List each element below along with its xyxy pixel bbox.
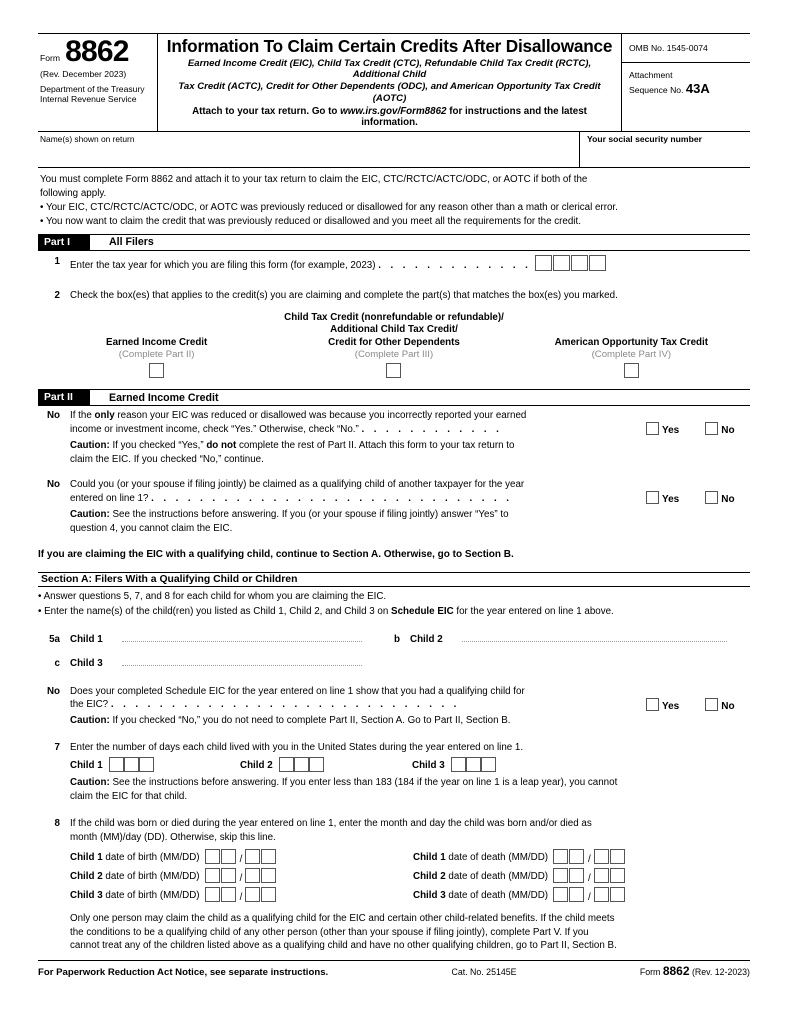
- line-2-body: [70, 289, 750, 303]
- line-3-yes-checkbox[interactable]: [646, 422, 659, 435]
- line-8-note: [70, 912, 750, 953]
- department-block: [40, 84, 153, 105]
- line-4-yes-label: Yes: [662, 494, 680, 506]
- line-7-child2-label: Child 2: [240, 759, 273, 771]
- line-3-text-line2: income or investment income, check “Yes.” Otherwise, check “No.”: [70, 423, 359, 435]
- line-3-caution-donot: do not: [206, 440, 237, 452]
- line-4-text-row-2: [70, 492, 646, 506]
- line-3-caution-label: Caution:: [70, 440, 110, 452]
- credit-column-aotc: [513, 337, 750, 378]
- omb-number: OMB No. 1545-0074: [622, 34, 750, 63]
- line-7-child3-box-2[interactable]: [466, 757, 481, 772]
- line-8-death-2-bold: Child 2: [413, 870, 446, 882]
- line-4-yes-checkbox[interactable]: [646, 491, 659, 504]
- line-4-text-row-1: Could you (or your spouse if filing jointly) be claimed as a qualifying child of another taxpayer for the year: [70, 479, 525, 491]
- credit-aotc-checkbox[interactable]: [624, 363, 639, 378]
- line-8-death-row-1: [413, 849, 626, 867]
- line-6-caution-text: If you checked “No,” you do not need to complete Part II, Section A. Go to Part II, Section B.: [109, 714, 511, 726]
- line-8-birth-2-rest: date of birth (MM/DD): [102, 870, 200, 882]
- death-2-slash: /: [588, 872, 591, 884]
- line-4-caution-label: Caution:: [70, 509, 110, 521]
- line-5c-child3-input[interactable]: [122, 665, 362, 666]
- line-7-child1-box-1[interactable]: [109, 757, 124, 772]
- line-7-caution-row-1: [70, 776, 750, 790]
- catalog-number: Cat. No. 25145E: [451, 966, 517, 977]
- line-6-body: [70, 685, 646, 728]
- line-7-number: 7: [54, 742, 60, 754]
- irs-url-link[interactable]: www.irs.gov/Form8862: [340, 106, 447, 118]
- line-8-death-3-bold: Child 3: [413, 889, 446, 901]
- department-line-2: Internal Revenue Service: [40, 94, 137, 105]
- line-3-number: No: [46, 410, 60, 422]
- line-3-text-a: If the: [70, 410, 95, 422]
- death-1-dd-2[interactable]: [610, 849, 625, 864]
- tax-year-box-2[interactable]: [553, 255, 570, 271]
- birth-3-slash: /: [239, 891, 243, 903]
- line-8-birth-row-3: [70, 887, 413, 905]
- credit-ctc-part: (Complete Part III): [354, 349, 434, 361]
- line-8-birth-row-2: [70, 868, 413, 886]
- line-4-text-line2: entered on line 1?: [70, 492, 149, 504]
- part-2-tag: Part II: [38, 390, 90, 405]
- line-7-caution-text-1: See the instructions before answering. If you enter less than 183 (184 if the year on line 1 is a leap year), you cannot: [109, 777, 618, 789]
- credit-eic-part: (Complete Part II): [118, 349, 195, 361]
- form-page: [38, 33, 750, 978]
- attachment-seq-number: 43A: [685, 80, 710, 96]
- footer-form-id: [600, 964, 750, 978]
- line-8-death-2-boxes[interactable]: [553, 868, 626, 886]
- attachment-sequence-block: [622, 63, 750, 102]
- death-3-dd-1[interactable]: [594, 887, 609, 902]
- section-a-bullets: [38, 590, 750, 619]
- line-3-text-row-1: [70, 409, 646, 423]
- line-3-no-checkbox[interactable]: [705, 422, 718, 435]
- line-1: [38, 255, 750, 273]
- line-8-death-1-bold: Child 1: [413, 851, 446, 863]
- line-6-text-row-1: Does your completed Schedule EIC for the year entered on line 1 show that you had a qualifying child for: [70, 685, 525, 697]
- death-3-mm-1[interactable]: [553, 887, 568, 902]
- line-4-no-label: No: [721, 494, 735, 506]
- line-4-no-group[interactable]: [705, 491, 734, 507]
- death-1-mm-2[interactable]: [569, 849, 584, 864]
- line-3: [38, 409, 750, 466]
- line-1-dots: . . . . . . . . . . . . .: [378, 259, 532, 271]
- department-line-1: Department of the Treasury: [40, 84, 145, 94]
- footer-form-rev: (Rev. 12-2023): [691, 966, 750, 977]
- form-title: Information To Claim Certain Credits After Disallowance: [166, 36, 613, 56]
- line-7-child1-label: Child 1: [70, 759, 103, 771]
- form-number: 8862: [65, 35, 129, 68]
- line-7-child1-box-2[interactable]: [124, 757, 139, 772]
- line-4-caution-row-1: [70, 508, 646, 522]
- birth-2-mm-2[interactable]: [221, 868, 236, 883]
- form-subtitle-line-1: Earned Income Credit (EIC), Child Tax Credit (CTC), Refundable Child Tax Credit (RCTC), Additional Child: [187, 57, 592, 81]
- intro-bullet-1: • Your EIC, CTC/RCTC/ACTC/ODC, or AOTC was previously reduced or disallowed for any reason other than a math or clerical error.: [40, 202, 618, 214]
- line-7-child2-boxes[interactable]: [279, 757, 324, 775]
- line-7-child2-box-1[interactable]: [279, 757, 294, 772]
- intro-lead-line-1: You must complete Form 8862 and attach it to your tax return to claim the EIC, CTC/RCTC/ACTC/ODC, or AOTC if both of the: [40, 174, 588, 186]
- credit-column-eic: [38, 337, 275, 378]
- credit-aotc-name: American Opportunity Tax Credit: [554, 337, 708, 349]
- line-7-child2-box-3[interactable]: [309, 757, 324, 772]
- part-1-tag: Part I: [38, 235, 90, 250]
- line-7-body: [70, 741, 750, 803]
- line-6-yes-group[interactable]: [646, 698, 679, 714]
- line-8-birth-3-rest: date of birth (MM/DD): [102, 889, 200, 901]
- line-2-number: 2: [54, 290, 60, 302]
- line-4-no-checkbox[interactable]: [705, 491, 718, 504]
- form-revision: (Rev. December 2023): [40, 69, 127, 79]
- death-3-mm-2[interactable]: [569, 887, 584, 902]
- line-7-caution-label: Caution:: [70, 777, 110, 789]
- line-6-dots: . . . . . . . . . . . . . . . . . . . . . . . . . . . . .: [110, 699, 460, 711]
- line-8-death-row-3: [413, 887, 626, 905]
- line-3-no-label: No: [721, 425, 735, 437]
- line-6-no-label: No: [721, 700, 735, 712]
- line-8-death-3-rest: date of death (MM/DD): [445, 889, 549, 901]
- form-word-label: Form: [40, 53, 61, 63]
- line-5a-child1-input[interactable]: [122, 641, 362, 642]
- credit-eic-name: Earned Income Credit: [106, 337, 208, 349]
- line-7: [38, 741, 750, 803]
- line-3-text-only: only: [94, 410, 115, 422]
- credit-column-ctc: [275, 337, 512, 378]
- part-2-title: Earned Income Credit: [109, 391, 219, 404]
- schedule-eic-ref: Schedule EIC: [391, 605, 454, 617]
- credit-aotc-part: (Complete Part IV): [591, 349, 672, 361]
- death-3-slash: /: [588, 891, 591, 903]
- line-7-caution-row-2: claim the EIC for that child.: [70, 790, 188, 802]
- line-7-child1-boxes[interactable]: [109, 757, 154, 775]
- birth-2-mm-1[interactable]: [205, 868, 220, 883]
- attachment-label: Attachment: [629, 70, 673, 80]
- death-1-mm-1[interactable]: [553, 849, 568, 864]
- line-8-death-2-rest: date of death (MM/DD): [445, 870, 549, 882]
- birth-3-mm-2[interactable]: [221, 887, 236, 902]
- line-8-birth-3-boxes[interactable]: [205, 887, 278, 905]
- form-subtitle: [164, 58, 615, 105]
- attachment-seq-label: Sequence No.: [629, 84, 684, 95]
- line-8-note-line-1: Only one person may claim the child as a qualifying child for the EIC and certain other child-related benefits. If the child meets: [70, 913, 615, 925]
- line-8-number: 8: [54, 818, 60, 830]
- line-8-death-1-rest: date of death (MM/DD): [445, 851, 549, 863]
- line-6-no-checkbox[interactable]: [705, 698, 718, 711]
- section-a-banner: Section A: Filers With a Qualifying Child or Children: [38, 572, 750, 587]
- line-5c-number: c: [54, 657, 60, 669]
- line-4-caution-row-2: question 4, you cannot claim the EIC.: [70, 522, 233, 534]
- line-7-child1-group: [70, 757, 240, 775]
- death-1-slash: /: [588, 853, 591, 865]
- line-4-dots: . . . . . . . . . . . . . . . . . . . . . . . . . . . . . .: [151, 492, 513, 504]
- tax-year-box-4[interactable]: [589, 255, 606, 271]
- attach-suffix: for instructions and the latest information.: [361, 106, 587, 129]
- line-7-child3-label: Child 3: [412, 759, 445, 771]
- header-left-block: [38, 34, 158, 131]
- death-2-dd-1[interactable]: [594, 868, 609, 883]
- part-2-banner: [38, 389, 750, 406]
- intro-lead-line-2: following apply.: [40, 187, 107, 199]
- line-5b-child2-label: Child 2: [410, 633, 443, 645]
- line-5a-child1-label: Child 1: [70, 633, 103, 645]
- line-5c-child3-label: Child 3: [70, 657, 103, 669]
- part-1-banner: [38, 234, 750, 251]
- line-3-dots: . . . . . . . . . . . .: [361, 423, 503, 435]
- line-8-note-line-3: cannot treat any of the children listed above as a qualifying child and have no other qualifying children, go to Part II, Section B.: [70, 940, 617, 952]
- death-3-dd-2[interactable]: [610, 887, 625, 902]
- line-5c: [38, 658, 750, 669]
- line-7-child3-group: [412, 757, 496, 775]
- line-1-text: Enter the tax year for which you are filing this form (for example, 2023): [70, 259, 376, 271]
- line-4-number: No: [46, 479, 60, 491]
- birth-1-dd-2[interactable]: [261, 849, 276, 864]
- line-8-text-row-2: month (MM)/day (DD). Otherwise, skip this line.: [70, 831, 276, 843]
- line-8-birth-1-boxes[interactable]: [205, 849, 278, 867]
- tax-year-box-1[interactable]: [535, 255, 552, 271]
- line-6-text-line2: the EIC?: [70, 699, 109, 711]
- line-8-note-line-2: the conditions to be a qualifying child of any other person (other than your spouse if filing jointly), complete Part V. If you: [70, 926, 589, 938]
- section-a-bullet-2-a: • Enter the name(s) of the child(ren) you listed as Child 1, Child 2, and Child 3 on: [38, 605, 392, 617]
- line-4-yes-group[interactable]: [646, 491, 679, 507]
- line-8-text-row-1: If the child was born or died during the year entered on line 1, enter the month and day the child was born and/or died as: [70, 818, 592, 830]
- death-2-dd-2[interactable]: [610, 868, 625, 883]
- line-8-birth-3-bold: Child 3: [70, 889, 103, 901]
- attach-prefix: Attach to your tax return. Go to: [192, 106, 341, 118]
- birth-2-dd-1[interactable]: [245, 868, 260, 883]
- line-6-caution-row: [70, 714, 646, 728]
- footer-form-word: Form: [639, 966, 661, 977]
- line-1-body: [70, 255, 750, 273]
- intro-bullet-2: • You now want to claim the credit that was previously reduced or disallowed and you meet all the requirements for the credit.: [40, 216, 581, 228]
- form-header: [38, 33, 750, 131]
- line-3-body: [70, 409, 646, 466]
- intro-block: [38, 168, 750, 230]
- line-8-death-1-boxes[interactable]: [553, 849, 626, 867]
- line-6-yesno: [646, 685, 735, 714]
- birth-1-mm-1[interactable]: [205, 849, 220, 864]
- name-ssn-row: [38, 131, 750, 168]
- line-6-caution-label: Caution:: [70, 714, 110, 726]
- credit-eic-boxrow: [38, 363, 275, 378]
- birth-3-mm-1[interactable]: [205, 887, 220, 902]
- line-8-date-grid: [70, 847, 750, 904]
- credit-ctc-name: Credit for Other Dependents: [328, 337, 460, 349]
- line-1-number: 1: [54, 255, 60, 267]
- form-subtitle-line-2: Tax Credit (ACTC), Credit for Other Dependents (ODC), and American Opportunity Tax Credit (AOTC): [178, 80, 601, 104]
- line-4-caution-text-1: See the instructions before answering. If you (or your spouse if filing jointly) answer “Yes” to: [109, 509, 509, 521]
- line-7-child3-boxes[interactable]: [451, 757, 496, 775]
- credit-selection-block: [38, 312, 750, 378]
- line-5a: [38, 634, 750, 645]
- form-identity: [40, 37, 153, 67]
- birth-3-dd-1[interactable]: [245, 887, 260, 902]
- line-3-text-row-2: [70, 423, 646, 437]
- line-8-birth-1-rest: date of birth (MM/DD): [102, 851, 200, 863]
- section-a-bullet-1: • Answer questions 5, 7, and 8 for each child for whom you are claiming the EIC.: [38, 591, 387, 603]
- section-a-bullet-2: [38, 605, 750, 620]
- birth-2-slash: /: [239, 872, 243, 884]
- line-3-yes-label: Yes: [662, 425, 680, 437]
- birth-1-slash: /: [239, 853, 243, 865]
- line-2: [38, 289, 750, 303]
- line-4: [38, 478, 750, 535]
- part-2-section-note: If you are claiming the EIC with a qualifying child, continue to Section A. Otherwise, go to Section B.: [38, 549, 514, 561]
- birth-3-dd-2[interactable]: [261, 887, 276, 902]
- footer-form-number: 8862: [662, 963, 690, 978]
- line-3-text-b: reason your EIC was reduced or disallowed was because you incorrectly reported your earned: [114, 410, 527, 422]
- line-7-child2-group: [240, 757, 412, 775]
- line-5a-number: 5a: [49, 633, 60, 645]
- line-8-birth-row-1: [70, 849, 413, 867]
- line-8-body: [70, 817, 750, 953]
- line-6-no-group[interactable]: [705, 698, 734, 714]
- tax-year-boxes[interactable]: [534, 255, 606, 271]
- line-3-caution-a: If you checked “Yes,”: [109, 440, 207, 452]
- ssn-field[interactable]: [580, 132, 750, 167]
- line-8-death-row-2: [413, 868, 626, 886]
- ssn-field-label: Your social security number: [587, 134, 702, 145]
- line-8-birth-column: [70, 847, 413, 904]
- attach-instruction: [164, 106, 615, 128]
- line-3-caution-row-2: claim the EIC. If you checked “No,” continue.: [70, 453, 264, 465]
- section-a-bullet-2-b: for the year entered on line 1 above.: [453, 605, 614, 617]
- line-6-number: No: [46, 685, 60, 697]
- birth-1-mm-2[interactable]: [221, 849, 236, 864]
- header-right-block: [622, 34, 750, 131]
- line-8-birth-1-bold: Child 1: [70, 851, 103, 863]
- line-5b-number: b: [394, 633, 400, 645]
- line-8-birth-2-bold: Child 2: [70, 870, 103, 882]
- line-8-death-column: [413, 847, 626, 904]
- credit-ctc-boxrow: [275, 363, 512, 378]
- credit-center-head-1: Child Tax Credit (nonrefundable or refundable)/: [284, 311, 504, 323]
- credit-eic-checkbox[interactable]: [149, 363, 164, 378]
- line-4-body: [70, 478, 646, 535]
- line-3-no-group[interactable]: [705, 422, 734, 438]
- line-3-caution-row-1: [70, 439, 646, 453]
- line-3-yes-group[interactable]: [646, 422, 679, 438]
- line-6-yes-label: Yes: [662, 700, 680, 712]
- part-1-title: All Filers: [109, 236, 154, 249]
- line-3-caution-b: complete the rest of Part II. Attach this form to your tax return to: [236, 440, 515, 452]
- birth-2-dd-2[interactable]: [261, 868, 276, 883]
- line-4-yesno: [646, 478, 735, 507]
- name-field[interactable]: [38, 132, 580, 167]
- line-6-yes-checkbox[interactable]: [646, 698, 659, 711]
- line-3-yesno: [646, 409, 735, 438]
- tax-year-box-3[interactable]: [571, 255, 588, 271]
- paperwork-notice: For Paperwork Reduction Act Notice, see separate instructions.: [38, 966, 329, 978]
- line-7-child1-box-3[interactable]: [139, 757, 154, 772]
- attachment-sequence-line: [629, 81, 750, 97]
- credit-aotc-boxrow: [513, 363, 750, 378]
- credit-center-head-2: Additional Child Tax Credit/: [330, 324, 458, 336]
- credit-columns: [38, 337, 750, 378]
- line-6: [38, 685, 750, 728]
- line-5b-child2-input[interactable]: [462, 641, 727, 642]
- line-8-birth-2-boxes[interactable]: [205, 868, 278, 886]
- line-8-death-3-boxes[interactable]: [553, 887, 626, 905]
- line-7-child3-box-3[interactable]: [481, 757, 496, 772]
- form-footer: [38, 960, 750, 978]
- line-7-children-row: [70, 757, 750, 775]
- death-2-mm-1[interactable]: [553, 868, 568, 883]
- name-field-label: Name(s) shown on return: [40, 134, 135, 145]
- line-6-text-row-2: [70, 698, 646, 712]
- line-7-child2-box-2[interactable]: [294, 757, 309, 772]
- death-2-mm-2[interactable]: [569, 868, 584, 883]
- line-7-child3-box-1[interactable]: [451, 757, 466, 772]
- death-1-dd-1[interactable]: [594, 849, 609, 864]
- credit-ctc-checkbox[interactable]: [386, 363, 401, 378]
- birth-1-dd-1[interactable]: [245, 849, 260, 864]
- line-7-text: Enter the number of days each child lived with you in the United States during the year entered on line 1.: [70, 742, 524, 754]
- line-8: [38, 817, 750, 953]
- header-title-block: [158, 34, 622, 131]
- line-2-text: Check the box(es) that applies to the credit(s) you are claiming and complete the part(s) that matches the box(es) you marked.: [70, 290, 618, 302]
